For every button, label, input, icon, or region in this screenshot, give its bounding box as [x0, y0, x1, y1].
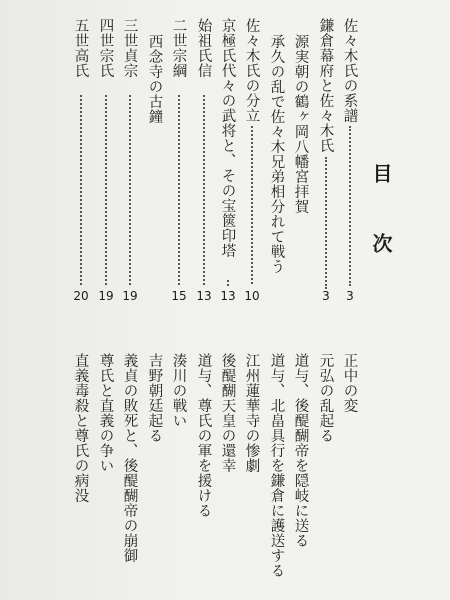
- toc-page-8: 15: [171, 289, 187, 303]
- toc-title-char-1: 目: [369, 163, 393, 183]
- toc-entry-2: 鎌倉幕府と佐々木氏: [317, 18, 334, 153]
- toc-leader-1: [349, 126, 351, 286]
- toc-entry-8: 二世宗綱: [170, 18, 187, 78]
- toc2-entry-9: 吉野朝廷起る: [146, 353, 163, 443]
- toc2-entry-8: 湊川の戦い: [170, 353, 187, 428]
- toc-entry-9: 西念寺の古鐘: [146, 34, 163, 124]
- toc2-entry-11: 尊氏と直義の争い: [97, 353, 114, 473]
- toc-leader-10: [129, 95, 131, 285]
- toc-page-1: 3: [346, 289, 354, 303]
- toc-entry-5: 佐々木氏の分立: [243, 18, 260, 123]
- toc-leader-6: [227, 280, 229, 286]
- toc-entry-12: 五世高氏: [72, 18, 89, 78]
- toc-entry-1: 佐々木氏の系譜: [341, 18, 358, 123]
- toc2-entry-12: 直義毒殺と尊氏の病没: [72, 353, 89, 503]
- toc2-entry-2: 元弘の乱起る: [317, 353, 334, 443]
- toc2-entry-3: 道与、後醍醐帝を隠岐に送る: [292, 353, 309, 548]
- toc-page-5: 10: [244, 289, 260, 303]
- toc-page-11: 19: [98, 289, 114, 303]
- toc2-entry-10: 義貞の敗死と、後醍醐帝の崩御: [121, 353, 138, 563]
- toc-leader-8: [178, 95, 180, 285]
- toc2-entry-1: 正中の変: [341, 353, 358, 413]
- toc-page-7: 13: [196, 289, 212, 303]
- toc-entry-3: 源実朝の鶴ヶ岡八幡宮拝賀: [292, 34, 309, 214]
- toc-title-char-2: 次: [369, 233, 393, 253]
- toc-leader-11: [105, 95, 107, 285]
- toc-entry-6: 京極氏代々の武将と、その宝篋印塔: [219, 18, 236, 258]
- toc2-entry-7: 道与、尊氏の軍を援ける: [195, 353, 212, 518]
- toc-entry-11: 四世宗氏: [97, 18, 114, 78]
- toc-leader-2: [325, 157, 327, 289]
- toc-entry-10: 三世貞宗: [121, 18, 138, 78]
- toc-leader-12: [80, 95, 82, 285]
- toc2-entry-6: 後醍醐天皇の還幸: [219, 353, 236, 473]
- toc-page-6: 13: [220, 289, 236, 303]
- toc2-entry-5: 江州蓮華寺の惨劇: [243, 353, 260, 473]
- toc2-entry-4: 道与、北畠具行を鎌倉に護送する: [268, 353, 285, 578]
- toc-entry-4: 承久の乱で佐々木兄弟相分れて戦う: [268, 34, 285, 274]
- toc-page-12: 20: [73, 289, 89, 303]
- toc-page-2: 3: [322, 289, 330, 303]
- toc-page-10: 19: [122, 289, 138, 303]
- toc-leader-5: [251, 126, 253, 284]
- toc-leader-7: [203, 95, 205, 285]
- toc-entry-7: 始祖氏信: [195, 18, 212, 78]
